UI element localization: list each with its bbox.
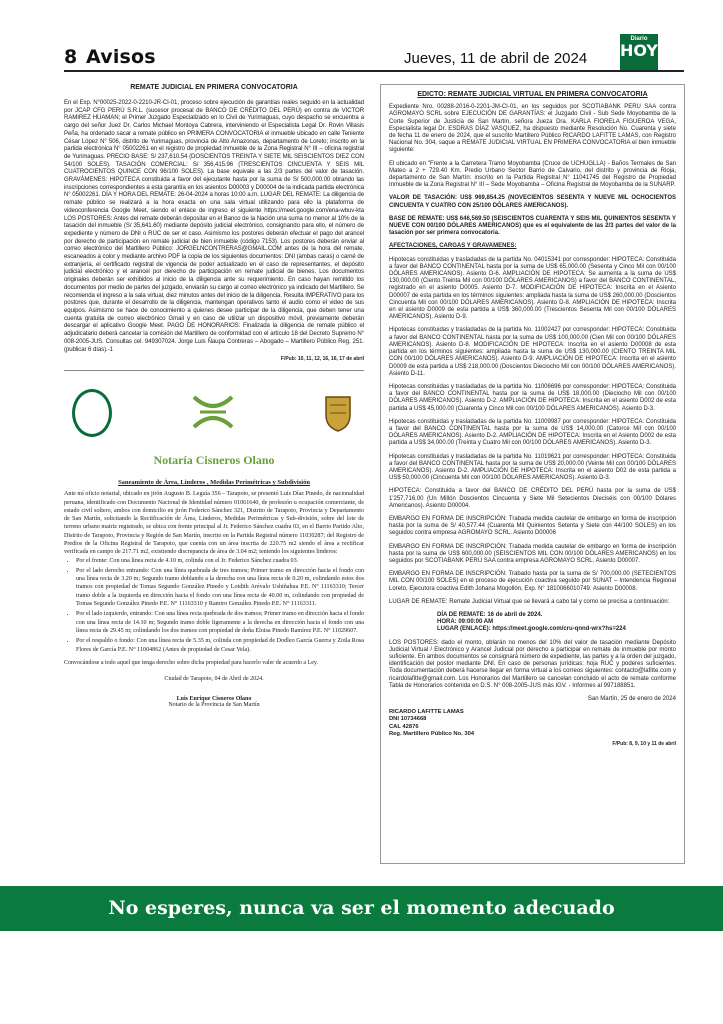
valor-tasacion: VALOR DE TASACIÓN: US$ 969,854.25 (NOVECIENTOS SESENTA Y NUEVE MIL OCHOCIENTOS CINCUENTA Y CUATRO CON 25/100 DÓLARES AMERICANOS). [389,195,676,209]
block: Hipotecas constituidas y trasladadas de la partida No. 11019621 por corresponder: HIPOTECA: Constituida a favor del BANCO CONTINENTAL hasta por la suma de US$ 20,000.00 (Veinte Mil con 00/100 DÓLARES AMERICANOS). Asiento D-2. AMPLIACIÓN DE HIPOTECA: Inscrita en el asiento D02 de esta partida a US$ 50,000.00 (Cincuenta Mil con 00/100 DÓLARES AMERICANOS). Asiento D-3. [389,453,676,482]
section-title: Avisos [86,46,156,68]
page-number: 8 [64,46,78,68]
notary-city-date: Ciudad de Tarapoto, 04 de Abril de 2024. [164,675,264,682]
remate-link[interactable]: LUGAR (ENLACE): https://meet.google.com/cru-qnnd-wrx?hs=224 [437,626,626,633]
footer-banner: No esperes, nunca va ser el momento adecuado [0,886,723,931]
remate-day: DÍA DE REMATE: 16 de abril de 2024. [437,611,543,618]
block: Hipotecas constituidas y trasladadas de la partida No. 11002427 por corresponder: HIPOTECA: Constituida a favor del BANCO CONTINENTAL hasta por la suma de US$ 100,000.00 (Cien Mil con 00/100 DÓLARES AMERICANOS). Asiento D-8. MODIFICACIÓN DE HIPOTECA: Inscrita en el asiento D00008 de esta partida en los términos siguientes: ampliada hasta la suma de US$ 130,000.00 (CIENTO TREINTA MIL CON 00/100 DÓLARES AMERICANOS). Asiento D-9. AMPLIACIÓN DE HIPOTECA: Inscrita en el asiento D0009 de esta partida a US$ 218,000.00 (Doscientos Dieciocho Mil con 00/100 DÓLARES AMERICANOS). Asiento D-11. [389,327,676,377]
remate-schedule [437,612,676,634]
list-item: • Por el lado izquierdo, entrando: Con una línea recta quebrada de dos tramos; Primer tramo en dirección hacia el fondo con una línea recta de 14.10 m; Segundo tramo doble ligeramente a la derecha en dirección hacia el fondo con una línea recta de 29.45 m; colindando los dos tramos con propiedad de doña Eloisa Pinedo Ramírez P.E. N° 11029607. [76,610,364,635]
remate-pub-dates: F/Pub: 10, 11, 12, 16, 16, 17 de abril [280,356,364,363]
block: HIPOTECA: Constituida a favor del BANCO DE CRÉDITO DEL PERÚ hasta por la suma de US$ 1'257,716.00 (Un Millón Doscientos Cincuenta y Siete Mil Setecientos Dieciséis con 00/100 Dólares Americanos). Asiento D00004. [389,488,676,509]
lugar-remate: LUGAR DE REMATE: Remate Judicial Virtual que se llevará a cabo tal y como se precisa a continuación: [389,598,670,605]
martillero-signature [389,709,676,738]
edicto-intro: Expediente Nro. 00288-2016-0-2201-JM-CI-01, en los seguidos por SCOTIABANK PERU SAA contra AGROMAYO SCRL sobre EJECUCIÓN DE GARANTÍAS: el Juzgado Civil - Sub Sede Moyobamba de la Corte Superior de Justicia de San Martín, señora Jueza Dra. KARLA FIORELA FIGUEROA VEGA, Especialista legal Dr. ESDRAS DÍAZ VASQUEZ, ha dispuesto mediante Resolución No. Cuarenta y siete de fecha 11 de enero de 2024, que el suscrito Martillero Público RICARDO LAFITTE LAMAS, con Registro Nacional No. 304, saque a REMATE JUDICIAL VIRTUAL EN PRIMERA CONVOCATORIA el bien inmueble siguiente: [389,104,676,154]
page-header [64,41,684,72]
block: EMBARGO EN FORMA DE INSCRIPCIÓN: Trabada medida cautelar de embargo en forma de inscripción hasta por la suma de S/ 40,577.44 (Cuarenta Mil Quinientos Setenta y Siete con 44/100 SOLES) en los seguidos contra empresa AGROMAYO SCRL. Asiento D00006 [389,515,676,537]
edicto-title: EDICTO: REMATE JUDICIAL VIRTUAL EN PRIMERA CONVOCATORIA [417,91,648,98]
notary-signature [64,696,364,708]
newspaper-logo [620,34,658,70]
remate-title: REMATE JUDICIAL EN PRIMERA CONVOCATORIA [130,84,298,91]
remate-hour: HORA: 09:00:00 AM [437,619,494,626]
base-remate: BASE DE REMATE: US$ 646,569.50 (SEISCIENTOS CUARENTA Y SEIS MIL QUINIENTOS SESENTA Y NUEVE CON 00/100 DÓLARES AMERICANOS) que es el equivalente de las 2/3 partes del valor de la tasación por ser primera convocatoria. [389,215,676,237]
logo-small: Diario [630,36,648,42]
martillero-name: RICARDO LAFITTE LAMAS [389,709,464,716]
left-column [64,84,364,864]
notary-intro: Ante mí oficio notarial, ubicado en jirón Augusto B. Leguía 356 – Tarapoto, se presentó Luis Díaz Pinedo, de nacionalidad peruana, identificado con Documento Nacional de Identidad número 01061640, de profesión u ocupación comerciante, de estado civil soltero, ambos con domicilio en jirón Federico Sánchez 321, Distrito de Tarapoto, Provincia y Departamento de San Martín, solicitando la Rectificación de Área, Linderos, Medidas Perimétricas y Sub-división, sobre del lote de terreno urbano matriz registrado, se ubica con frente principal al Jr. Federico Sánchez cuadra 03, en el Barrio Partido Alto, Distrito de Tarapoto, Provincia y Región de San Martín, inscrito en la Partida Registral número 11030287; del Registro de Predios de la Oficina Registral de Tarapoto, que cuenta con un área inscrita de 220.75 m2 siendo el área a rectificar verificada en campo de 217.71 m2, existiendo discrepancia de área de 3.04 m2; teniendo los siguientes linderos: [64,491,364,556]
edicto-city-date: San Martín, 25 de enero de 2024 [587,696,676,703]
edicto-pub-dates: F/Pub: 8, 9, 10 y 11 de abril [612,741,676,748]
notary-title: Saneamiento de Área, Linderos , Medidas Perimétricas y Subdivisión [118,479,310,487]
afectaciones-title: AFECTACIONES, CARGAS Y GRAVAMENES: [389,243,517,250]
block: Hipotecas constituidas y trasladadas de la partida No. 04015341 por corresponder: HIPOTECA: Constituida a favor del BANCO CONTINENTAL hasta por la suma de US$ 65,000.00 (Sesenta y Cinco Mil con 00/100 DÓLARES AMERICANOS). Asiento D-6. AMPLIACIÓN DE HIPOTECA: Se aumenta a la suma de US$ 130,000.00 (Ciento Treinta Mil con 00/100 DÓLARES AMERICANOS) a favor del BANCO CONTINENTAL, registrado en el asiento D0005. Asiento D-7. MODIFICACIÓN DE HIPOTECA: Inscrita en el Asiento D00007 de esta partida en los términos siguientes: ampliada hasta la suma de US$ 260,000.00 (Doscientos Cincuenta Mil con 00/100 DÓLARES AMERICANOS). Asiento D-8. AMPLIACIÓN DE HIPOTECA: Inscrita en el asiento D0009 de esta partida a US$ 360,000.00 (Trescientos Sesenta Mil con 00/100 DÓLARES AMERICANOS). Asiento D-9. [389,256,676,321]
list-item: • Por el frente: Con una línea recta de 4.10 m, colinda con el Jr. Federico Sánchez cuadra 03. [76,557,364,565]
seal-icon [72,389,112,437]
boundaries-list [76,557,364,654]
postores-text: LOS POSTORES: dado el monto, oblarán no menos del 10% del valor de tasación mediante Depósito Judicial Virtual / Electrónico y Arancel Judicial por derecho a participar en remate de inmueble por monto suficiente. En ambos documentos se consignará número de expediente, las partes y a la orden del juzgado, identificación del postor mediante DNI. En caso de personas jurídicas: hoja RUC y poderes suficientes. Toda documentación deberá hacerse llegar en forma virtual a los correos siguientes: contacto@lafitte.com y ricardolafitte@gmail.com. Los Honorarios del Martillero se cancelan concluido el acto de remate conforme Tabla de Honorarios contenida en D.S. N° 008-2005-JUS más IGV. - Informes al 997188851. [389,639,676,689]
logo-big: HOY [620,41,659,60]
martillero-cal: CAL 42876 [389,723,419,730]
martillero-dni: DNI 10734668 [389,716,427,723]
coat-of-arms-icon [322,393,354,433]
notary-header [64,383,364,468]
notary-closing: Convocándose a todo aquel que tenga derecho sobre dicha propiedad para hacerlo valer de acuerdo a Ley. [64,659,318,666]
notary-brand: Notaría Cisneros Olano [153,453,275,468]
block: EMBARGO EN FORMA DE INSCRIPCIÓN: Trabado hasta por la suma de S/ 700,000.00 (SETECIENTOS MIL CON 00/100 SOLES) en el proceso de ejecución coactiva seguido por SUNAT – Intendencia Regional Loreto, Ejecutora coactiva Edith Johana Mogollón, Exp. N° 1810066010749. Asiento D00008. [389,571,676,592]
edicto-property: El ubicado en "Frente a la Carretera Tramo Moyobamba (Cruce de UCHUGLLA) - Baños Termales de San Mateo a 2 + 729.40 Km. Predio Urbano Sector Barrio de Calvario, del distrito y provincia de Rioja, departamento de San Martín: inscrito en la Partida Registral N° 11041745 del Registro de Propiedad Inmueble de la Zona Registral N° III – Sede Moyobamba – Oficina Registral de Moyobamba de la SUNARP. [389,160,676,189]
notary-role: Notario de la Provincia de San Martín [168,701,260,708]
right-column [380,84,685,864]
notary-name: Luis Enrique Cisneros Olano [176,695,252,702]
list-item: • Por el lado derecho entrando: Con una línea quebrada de tres tramos; Primer tramo en dirección hacia el fondo con una línea recta de 3.20 m; Segundo tramo doblando a la derecha con una línea recta de 0.20 m, colindando estos dos tramos con propiedad de Tomas Segundo González Pinedo y Loidith Arévalo Ushiñahua P.E. N° 11163310; Tercer tramo doble a la izquierda en dirección hacia el fondo con una línea recta de 40.00 m, colindando con propiedad de Tomas Segundo González Pinedo P.E. N° 11163310 y Ramiro González Pinedo P.E. N° 11163311. [76,567,364,608]
divider [64,370,364,371]
martillero-reg: Reg. Martillero Público No. 304 [389,730,475,737]
block: Hipotecas constituidas y trasladadas de la partida No. 11009987 por corresponder: HIPOTECA: Constituida a favor del BANCO CONTINENTAL hasta por la suma de US$ 14,000.00 (Catorce Mil con 00/100 DÓLARES AMERICANOS). Asiento D-2. AMPLIACIÓN DE HIPOTECA: Inscrita en el Asiento D002 de esta partida a US$ 34,000.00 (Treinta y Cuatro Mil con 00/100 DÓLARES AMERICANOS). Asiento D-3. [389,418,676,447]
block: Hipotecas constituidas y trasladadas de la partida No. 11006696 por corresponder: HIPOTECA: Constituida a favor del BANCO CONTINENTAL hasta por la suma de US$ 18,000.00 (Dieciocho Mil con 00/100 DÓLARES AMERICANOS). Asiento D-2. AMPLIACIÓN DE HIPOTECA: Inscrita en el asiento D002 de esta partida a US$ 45,000.00 (Cuarenta y Cinco Mil con 00/100 DÓLARES AMERICANOS). Asiento D-3. [389,383,676,412]
remate-body: En el Exp. N°00025-2022-0-2210-JR-CI-01, proceso sobre ejecución de garantías reales seguido en la actualidad por JCAP CFG PERÚ S.R.L. (sucesor procesal de BANCO DE CRÉDITO DEL PERÚ) en contra de VICTOR RAMIREZ HUAMAN; el Primer Juzgado Especializado en lo Civil de Yurimaguas, cuyo despacho se encuentra a cargo del señor Juez Dr. Carlos Michael Montoya Cabrera, interviniendo el Especialista Legal Dr. Rovin Villasis Peña, ha ordenado sacar a remate público en PRIMERA CONVOCATORIA el inmueble ubicado en calle Teniente César López N° 506, distrito de Yurimaguas, provincia de Alto Amazonas, departamento de Loreto; inscrito en la partida electrónica N° 05002261 en el registro de propiedad inmueble de la Zona Registral N° III – oficina registral de Yurimaguas. PRECIO BASE: S/ 237,610.54 (DOSCIENTOS TREINTA Y SIETE MIL SEISCIENTOS DIEZ CON 54/100 SOLES). TASACIÓN COMERCIAL: S/ 356,415.96 (TRESCIENTOS CINCUENTA Y SEIS MIL CUATROCIENTOS QUINCE CON 96/100 SOLES). La base equivale a las 2/3 partes del valor de tasación. GRAVÁMENES: HIPOTECA constituida a favor del ejecutante hasta por la suma de S/ 500,000.00 obrando las inscripciones correspondientes a esta garantía en los asientos D00003 y D00004 de la indicada partida electrónica N° 05002261. DÍA Y HORA DEL REMATE: 26-04-2024 a horas 10:00 a.m. LUGAR DEL REMATE: La diligencia de remate público se realizará a la hora exacta en una sala virtual utilizando para ello la plataforma de videoconferencia Google Meet, siendo el enlace de ingreso el siguiente https://meet.google.com/ena-wbuv-kta LOS POSTORES: Antes del remate deberán depositar en el Banco de la Nación una suma no menor al 10% de la tasación del inmueble (S/ 35,641.60) mediante depósito judicial electrónico, consignando para ello, el número de expediente y número de DNI o RUC de ser el caso. Asimismo los postores deberán efectuar el pago del arancel por derecho de participación en remate judicial de bien inmueble (código 7153). Los postores deberán enviar al correo electrónico del Martillero Público: JORGELNCONTRERAS@GMAIL.COM antes de la hora del remate, escaneados a color y mediante archivo PDF la copia de los siguientes documentos: DNI (ambas caras) o carné de extranjería, el certificado registral de vigencia de poder actualizado en el caso de representantes, el depósito judicial electrónico y el arancel por derecho de participación en remate judicial de bienes. Los documentos originales deberán ser exhibidos al inicio de la diligencia ante su requerimiento. En caso hayan remitido los documentos por medio de partes del juzgado, enviarán su cargo al correo electrónico ya indicado del Martillero. Se recomienda el ingreso a la sala virtual, diez minutos antes del inicio de la diligencia. Resulta IMPERATIVO para los postores que, durante el desarrollo de la diligencia, mantengan operativos tanto el audio como el video de sus equipos. Asimismo se hace de conocimiento a quienes desee participar de la diligencia, que deben tener una cuenta gratuita de correo electrónico Gmail y en caso de utilizar un dispositivo móvil, previamente deberán descargar el aplicativo Google Meet. PAGO DE HONORARIOS: Finalizada la diligencia de remate público el adjudicatario deberá cancelar la comisión del Martillero de conformidad con el artículo 18 del Decreto Supremo N° 008-2005-JUS. Consultas cel. 949307024. Jorge Luis Ñaupa Contreras – Abogado – Martillero Público Reg. 251. (publicar 6 días).-1 [64,99,364,353]
list-item: • Por el respaldo o fondo: Con una línea recta de 5.35 m, colinda con propiedad de Dodleo García Guerra y Zoila Rosa Flores de García P.E. N° 11004862 (Antes de propiedad de Cesar Vela). [76,637,364,654]
notary-logo-icon [190,389,236,435]
issue-date: Jueves, 11 de abril de 2024 [404,50,588,67]
block: EMBARGO EN FORMA DE INSCRIPCIÓN: Trabada medida cautelar de embargo en forma de inscripción hasta por la suma de US$ 600,000.00 (SEISCIENTOS MIL CON 00/100 DÓLARES AMERICANOS) en los seguidos por SCOTIABANK PERÚ SAA contra empresa AGROMAYO SCRL. Asiento D00007. [389,543,676,564]
